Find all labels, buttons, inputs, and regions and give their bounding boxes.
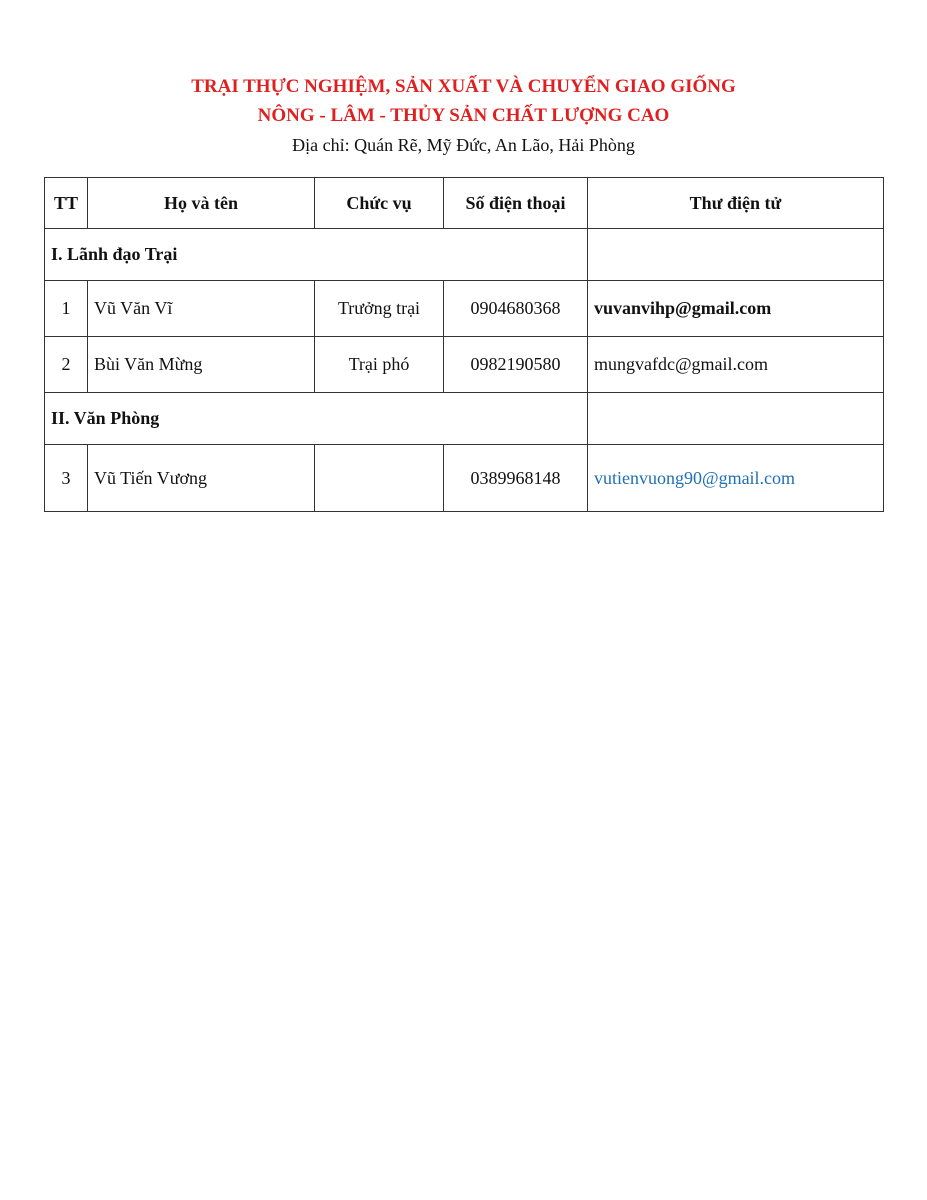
section-title: II. Văn Phòng: [45, 393, 588, 445]
empty-cell: [588, 229, 884, 281]
cell-position: Trại phó: [315, 337, 444, 393]
cell-tt: 3: [45, 445, 88, 512]
cell-tt: 1: [45, 281, 88, 337]
empty-cell: [588, 393, 884, 445]
table-row: [45, 281, 884, 337]
table-row: [45, 445, 884, 512]
column-header-position: Chức vụ: [315, 178, 444, 229]
column-header-tt: TT: [45, 178, 88, 229]
table-row: [45, 337, 884, 393]
address-line: Địa chỉ: Quán Rẽ, Mỹ Đức, An Lão, Hải Phòng: [292, 135, 635, 155]
column-header-name: Họ và tên: [88, 178, 315, 229]
cell-name: Vũ Tiến Vương: [88, 445, 315, 512]
section-title: I. Lãnh đạo Trại: [45, 229, 588, 281]
cell-tt: 2: [45, 337, 88, 393]
cell-phone: 0389968148: [444, 445, 588, 512]
staff-table: [44, 177, 884, 512]
cell-phone: 0904680368: [444, 281, 588, 337]
cell-email[interactable]: mungvafdc@gmail.com: [588, 337, 884, 393]
column-header-email: Thư điện tử: [588, 178, 884, 229]
cell-position: [315, 445, 444, 512]
cell-email[interactable]: vuvanvihp@gmail.com: [588, 281, 884, 337]
column-header-phone: Số điện thoại: [444, 178, 588, 229]
table-header-row: [45, 178, 884, 229]
email-link[interactable]: vutienvuong90@gmail.com: [588, 445, 884, 512]
title-line-1: TRẠI THỰC NGHIỆM, SẢN XUẤT VÀ CHUYỂN GIAO GIỐNG: [191, 76, 736, 97]
cell-phone: 0982190580: [444, 337, 588, 393]
cell-name: Vũ Văn Vĩ: [88, 281, 315, 337]
cell-name: Bùi Văn Mừng: [88, 337, 315, 393]
title-line-2: NÔNG - LÂM - THỦY SẢN CHẤT LƯỢNG CAO: [257, 105, 670, 126]
document-header: [0, 72, 927, 159]
section-row-office: [45, 393, 884, 445]
section-row-leadership: [45, 229, 884, 281]
cell-position: Trưởng trại: [315, 281, 444, 337]
